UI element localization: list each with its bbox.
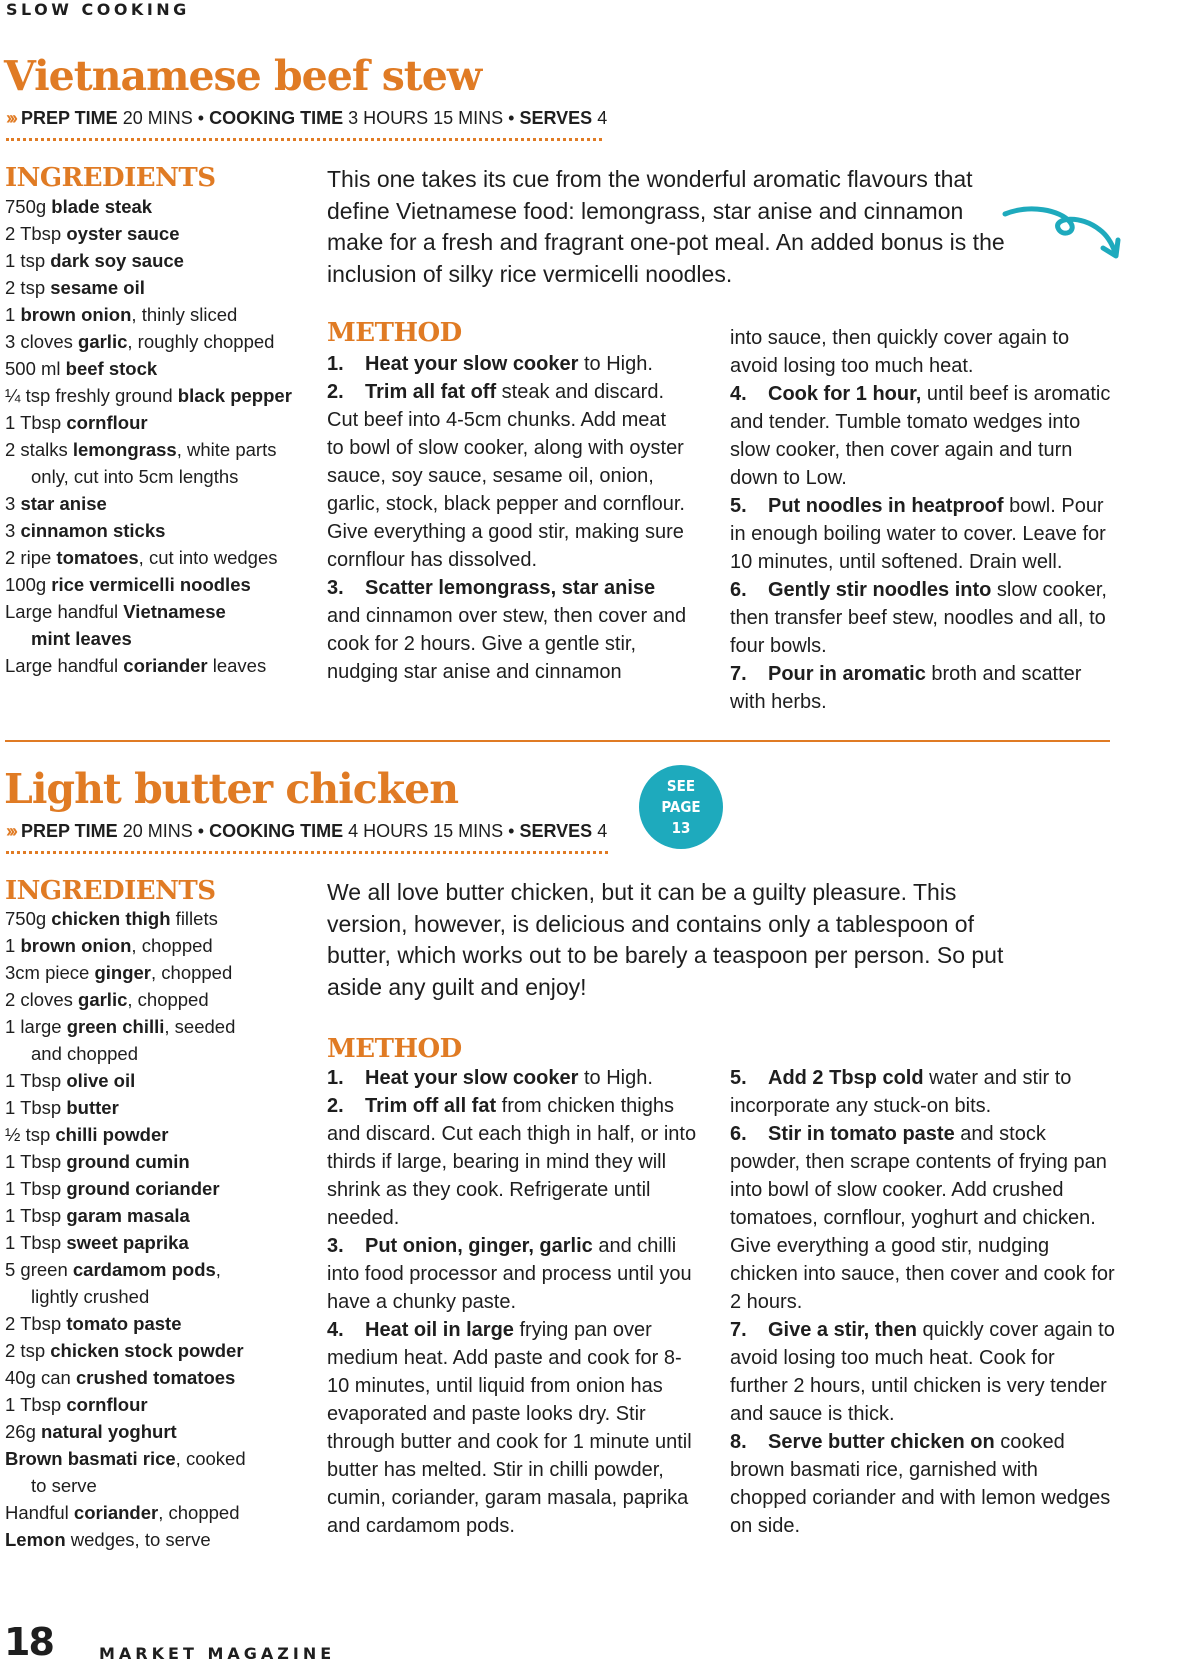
method-step: 2. Trim all fat off steak and discard. Cut beef into 4-5cm chunks. Add meat to bowl of slow cooker, along with oyster sauce, soy sauce, sesame oil, onion, garlic, stock, black pepper and cornflour. Give everything a good stir, making sure cornflour has dissolved. xyxy=(327,378,687,574)
ingredient-item: 2 cloves garlic, chopped xyxy=(5,989,209,1010)
cook-value: 4 HOURS 15 MINS xyxy=(348,821,504,841)
triple-chevron-icon: ››› xyxy=(6,821,15,841)
step-number: 3. xyxy=(327,1235,344,1257)
method-step: 5. Add 2 Tbsp cold water and stir to incorporate any stuck-on bits. xyxy=(730,1064,1115,1120)
ingredient-item: 1 Tbsp butter xyxy=(5,1097,119,1118)
ingredient-item: 100g rice vermicelli noodles xyxy=(5,574,251,595)
prep-label: PREP TIME xyxy=(20,821,118,841)
triple-chevron-icon: ››› xyxy=(6,108,15,128)
prep-value: 20 MINS xyxy=(122,821,193,841)
ingredient-item: 1 tsp dark soy sauce xyxy=(5,250,184,271)
ingredient-item: 1 brown onion, chopped xyxy=(5,935,213,956)
step-number: 5. xyxy=(730,1067,747,1089)
cook-label: COOKING TIME xyxy=(209,821,344,841)
method-step: 1. Heat your slow cooker to High. xyxy=(327,1064,697,1092)
ingredient-item: 3 star anise xyxy=(5,493,107,514)
ingredient-item: 1 Tbsp garam masala xyxy=(5,1205,190,1226)
ingredients-heading: INGREDIENTS xyxy=(5,163,216,193)
step-number: 2. xyxy=(327,381,344,403)
method-step: 3. Scatter lemongrass, star anise and cinnamon over stew, then cover and cook for 2 hours. Give a gentle stir, nudging star anise and cinnamon xyxy=(327,574,687,686)
ingredient-item: 1 large green chilli, seeded and chopped xyxy=(5,1016,236,1064)
step-number: 1. xyxy=(327,1067,344,1089)
method-heading: METHOD xyxy=(327,1034,462,1064)
method-step: 5. Put noodles in heatproof bowl. Pour in enough boiling water to cover. Leave for 10 minutes, until softened. Drain well. xyxy=(730,492,1115,576)
see-page-badge[interactable]: SEE PAGE 13 xyxy=(639,765,723,849)
ingredient-item: ¼ tsp freshly ground black pepper xyxy=(5,385,292,406)
ingredient-item: 3cm piece ginger, chopped xyxy=(5,962,233,983)
recipe-meta: ››› PREP TIME 20 MINS • COOKING TIME 3 HOURS 15 MINS • SERVES 4 xyxy=(6,108,608,128)
ingredient-item: 1 Tbsp olive oil xyxy=(5,1070,136,1091)
ingredient-item: Brown basmati rice, cooked to serve xyxy=(5,1448,246,1496)
recipe-title: Vietnamese beef stew xyxy=(4,52,482,100)
ingredient-item: 1 Tbsp sweet paprika xyxy=(5,1232,189,1253)
cook-value: 3 HOURS 15 MINS xyxy=(348,108,504,128)
ingredient-item: 750g blade steak xyxy=(5,196,153,217)
serves-label: SERVES xyxy=(519,821,593,841)
ingredient-item: 2 tsp chicken stock powder xyxy=(5,1340,244,1361)
method-column-1 xyxy=(327,1064,697,1540)
ingredient-item: Handful coriander, chopped xyxy=(5,1502,240,1523)
ingredient-item: Lemon wedges, to serve xyxy=(5,1529,211,1550)
ingredient-item: 1 brown onion, thinly sliced xyxy=(5,304,238,325)
page-number: 18 xyxy=(4,1620,53,1664)
serves-label: SERVES xyxy=(519,108,593,128)
recipe-meta: ››› PREP TIME 20 MINS • COOKING TIME 4 HOURS 15 MINS • SERVES 4 xyxy=(6,821,608,841)
ingredient-item: 1 Tbsp ground coriander xyxy=(5,1178,220,1199)
ingredient-item: 500 ml beef stock xyxy=(5,358,158,379)
ingredients-list xyxy=(5,193,315,679)
step-number: 5. xyxy=(730,495,747,517)
method-step: 6. Stir in tomato paste and stock powder, then scrape contents of frying pan into bowl of slow cooker. Add crushed tomatoes, cornflour, yoghurt and chicken. Give everything a good stir, nudging chicken into sauce, then cover and cook for 2 hours. xyxy=(730,1120,1115,1316)
method-step: 4. Heat oil in large frying pan over medium heat. Add paste and cook for 8-10 minutes, until liquid from onion has evaporated and paste looks dry. Stir through butter and cook for 1 minute until butter has melted. Stir in chilli powder, cumin, coriander, garam masala, paprika and cardamom pods. xyxy=(327,1316,697,1540)
ingredient-item: 2 tsp sesame oil xyxy=(5,277,145,298)
method-column-1 xyxy=(327,350,687,686)
method-step: 2. Trim off all fat from chicken thighs and discard. Cut each thigh in half, or into thirds if large, bearing in mind they will shrink as they cook. Refrigerate until needed. xyxy=(327,1092,697,1232)
step-number: 4. xyxy=(730,383,747,405)
method-column-2 xyxy=(730,1064,1115,1540)
section-divider xyxy=(5,740,1110,742)
ingredient-item: ½ tsp chilli powder xyxy=(5,1124,169,1145)
step-number: 6. xyxy=(730,579,747,601)
recipe-intro: We all love butter chicken, but it can be a guilty pleasure. This version, however, is delicious and contains only a tablespoon of butter, which works out to be barely a teaspoon per person. So put aside any guilt and enjoy! xyxy=(327,879,1004,1000)
cook-label: COOKING TIME xyxy=(209,108,344,128)
ingredient-item: 1 Tbsp ground cumin xyxy=(5,1151,190,1172)
ingredient-item: 5 green cardamom pods, lightly crushed xyxy=(5,1259,221,1307)
serves-value: 4 xyxy=(597,108,608,128)
recipe-title: Light butter chicken xyxy=(4,765,459,813)
ingredients-list xyxy=(5,905,315,1553)
method-step: 7. Pour in aromatic broth and scatter with herbs. xyxy=(730,660,1115,716)
method-heading: METHOD xyxy=(327,318,462,348)
ingredient-item: 2 Tbsp tomato paste xyxy=(5,1313,182,1334)
method-step: 1. Heat your slow cooker to High. xyxy=(327,350,687,378)
ingredient-item: 2 Tbsp oyster sauce xyxy=(5,223,180,244)
step-number: 2. xyxy=(327,1095,344,1117)
ingredient-item: 3 cloves garlic, roughly chopped xyxy=(5,331,275,352)
curly-arrow-icon xyxy=(1000,200,1125,270)
dotted-rule xyxy=(6,851,608,854)
ingredient-item: 1 Tbsp cornflour xyxy=(5,1394,148,1415)
step-number: 8. xyxy=(730,1431,747,1453)
ingredient-item: Large handful coriander leaves xyxy=(5,655,267,676)
serves-value: 4 xyxy=(597,821,608,841)
ingredient-item: 3 cinnamon sticks xyxy=(5,520,166,541)
step-number: 7. xyxy=(730,1319,747,1341)
ingredients-heading: INGREDIENTS xyxy=(5,876,216,906)
method-step: into sauce, then quickly cover again to avoid losing too much heat. xyxy=(730,327,1070,377)
section-tag: SLOW COOKING xyxy=(6,0,190,19)
method-step: 8. Serve butter chicken on cooked brown basmati rice, garnished with chopped coriander and with lemon wedges on side. xyxy=(730,1428,1115,1540)
step-number: 3. xyxy=(327,577,344,599)
step-number: 1. xyxy=(327,353,344,375)
method-step: 3. Put onion, ginger, garlic and chilli into food processor and process until you have a chunky paste. xyxy=(327,1232,697,1316)
prep-label: PREP TIME xyxy=(20,108,118,128)
ingredient-item: 1 Tbsp cornflour xyxy=(5,412,148,433)
method-step: 6. Gently stir noodles into slow cooker, then transfer beef stew, noodles and all, to four bowls. xyxy=(730,576,1115,660)
ingredient-item: 40g can crushed tomatoes xyxy=(5,1367,236,1388)
method-step: 7. Give a stir, then quickly cover again to avoid losing too much heat. Cook for further 2 hours, until chicken is very tender and sauce is thick. xyxy=(730,1316,1115,1428)
ingredient-item: 750g chicken thigh fillets xyxy=(5,908,218,929)
recipe-intro: This one takes its cue from the wonderful aromatic flavours that define Vietnamese food: lemongrass, star anise and cinnamon make for a fresh and fragrant one-pot meal. An added bonus is the inclusion of silky rice vermicelli noodles. xyxy=(327,166,1005,287)
prep-value: 20 MINS xyxy=(122,108,193,128)
ingredient-item: Large handful Vietnamese mint leaves xyxy=(5,601,226,649)
ingredient-item: 2 stalks lemongrass, white parts only, cut into 5cm lengths xyxy=(5,439,277,487)
method-column-2 xyxy=(730,324,1115,716)
step-number: 6. xyxy=(730,1123,747,1145)
ingredient-item: 2 ripe tomatoes, cut into wedges xyxy=(5,547,278,568)
step-number: 4. xyxy=(327,1319,344,1341)
method-step: 4. Cook for 1 hour, until beef is aromatic and tender. Tumble tomato wedges into slow cooker, then cover again and turn down to Low. xyxy=(730,380,1115,492)
step-number: 7. xyxy=(730,663,747,685)
ingredient-item: 26g natural yoghurt xyxy=(5,1421,177,1442)
magazine-name: MARKET MAGAZINE xyxy=(99,1644,336,1663)
dotted-rule xyxy=(6,138,602,141)
